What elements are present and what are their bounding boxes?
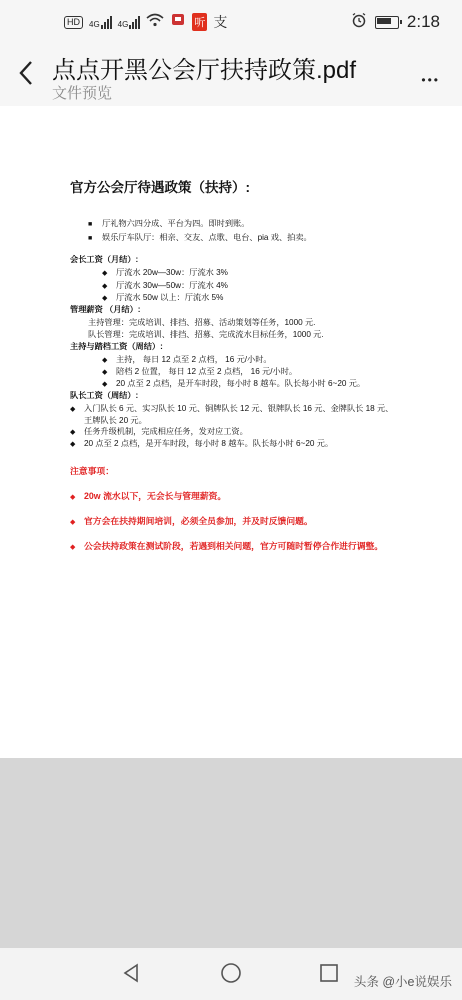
document-line bbox=[88, 317, 315, 328]
line-text: 会长工资（月结）: bbox=[70, 255, 139, 264]
wifi-icon bbox=[146, 13, 164, 32]
line-text: 主持与踏档工资（周结）: bbox=[70, 342, 163, 351]
line-text: 陪档 2 位置， 每日 12 点至 2 点档， 16 元/小时。 bbox=[116, 367, 298, 376]
app-notification-icon bbox=[170, 12, 186, 33]
document-line bbox=[70, 254, 138, 265]
note-item bbox=[70, 516, 313, 528]
document-line bbox=[102, 280, 228, 292]
diamond-bullet-icon: ◆ bbox=[70, 544, 76, 551]
back-button[interactable] bbox=[18, 60, 34, 92]
document-line bbox=[102, 267, 228, 279]
line-text: 入门队长 6 元、实习队长 10 元、铜牌队长 12 元、银牌队长 16 元、金牌队长 18 元、 bbox=[84, 404, 394, 413]
diamond-bullet-icon: ◆ bbox=[70, 406, 76, 413]
document-line bbox=[102, 354, 272, 366]
hd-badge: HD bbox=[64, 16, 83, 29]
notes-title: 注意事项： bbox=[70, 466, 114, 476]
alarm-icon bbox=[351, 12, 367, 33]
diamond-bullet-icon: ◆ bbox=[102, 295, 108, 302]
signal-icon-2: 4G bbox=[118, 16, 141, 29]
diamond-bullet-icon: ◆ bbox=[102, 283, 108, 290]
line-text: 主持管理：完成培训、排挡、招募、活动策划等任务，1000 元. bbox=[88, 318, 316, 327]
square-bullet-icon: ■ bbox=[88, 235, 93, 242]
pdf-page[interactable] bbox=[0, 106, 462, 758]
line-text: 厅流水 20w—30w：厅流水 3% bbox=[116, 268, 228, 277]
battery-icon bbox=[375, 16, 399, 29]
file-title: 点点开黑公会厅扶持政策.pdf bbox=[52, 57, 357, 84]
document-line bbox=[88, 218, 249, 230]
document-line bbox=[70, 304, 141, 315]
note-text: 20w 流水以下，无会长与管理薪资。 bbox=[84, 491, 227, 501]
line-text: 20 点至 2 点档，是开车时段，每小时 8 越车。队长每小时 6~20 元。 bbox=[84, 439, 334, 448]
diamond-bullet-icon: ◆ bbox=[70, 494, 76, 501]
line-text: 厅礼物六四分成、平台为四。即时到账。 bbox=[102, 219, 250, 228]
line-text: 队长工资（周结）: bbox=[70, 391, 139, 400]
chevron-left-icon bbox=[18, 60, 34, 86]
square-recents-icon bbox=[318, 962, 340, 984]
listen-app-icon: 听 bbox=[192, 13, 207, 31]
clock-time: 2:18 bbox=[406, 12, 440, 31]
file-subtitle: 文件预览 bbox=[52, 85, 113, 102]
diamond-bullet-icon: ◆ bbox=[102, 381, 108, 388]
document-line bbox=[70, 403, 393, 415]
document-line bbox=[70, 426, 248, 438]
document-line bbox=[102, 366, 297, 378]
document-line bbox=[70, 438, 333, 450]
diamond-bullet-icon: ◆ bbox=[70, 519, 76, 526]
document-line bbox=[70, 390, 138, 401]
watermark-text: 头条 @小e说娱乐 bbox=[353, 975, 452, 989]
document-line bbox=[102, 292, 223, 304]
diamond-bullet-icon: ◆ bbox=[70, 441, 76, 448]
diamond-bullet-icon: ◆ bbox=[102, 357, 108, 364]
document-line bbox=[88, 329, 324, 340]
nav-back-button[interactable] bbox=[120, 962, 142, 989]
diamond-bullet-icon: ◆ bbox=[70, 429, 76, 436]
triangle-back-icon bbox=[120, 962, 142, 984]
circle-home-icon bbox=[220, 962, 242, 984]
line-text: 厅流水 30w—50w：厅流水 4% bbox=[116, 281, 228, 290]
line-text: 王牌队长 20 元。 bbox=[84, 416, 147, 425]
line-text: 厅流水 50w 以上：厅流水 5% bbox=[116, 293, 224, 302]
line-text: 娱乐厅车队厅：相亲、交友、点歌、电台、pia 戏、拍卖。 bbox=[102, 233, 312, 242]
status-bar bbox=[0, 0, 462, 44]
document-line bbox=[70, 341, 163, 352]
diamond-bullet-icon: ◆ bbox=[102, 270, 108, 277]
note-item bbox=[70, 541, 383, 553]
square-bullet-icon: ■ bbox=[88, 221, 93, 228]
line-text: 管理薪资 （月结）: bbox=[70, 305, 141, 314]
document-line bbox=[88, 232, 312, 244]
signal-icon-1: 4G bbox=[89, 16, 112, 29]
document-line bbox=[102, 378, 365, 390]
alipay-icon: 支 bbox=[213, 14, 228, 30]
document-line bbox=[84, 415, 147, 426]
navigation-bar bbox=[0, 948, 462, 1000]
line-text: 20 点至 2 点档，是开车时段，每小时 8 越车。队长每小时 6~20 元。 bbox=[116, 379, 366, 388]
nav-home-button[interactable] bbox=[220, 962, 242, 989]
more-options-button[interactable] bbox=[421, 64, 440, 90]
note-text: 公会扶持政策在测试阶段，若遇到相关问题，官方可随时暂停合作进行调整。 bbox=[84, 541, 384, 551]
app-bar bbox=[0, 44, 462, 106]
line-text: 主持， 每日 12 点至 2 点档， 16 元/小时。 bbox=[116, 355, 272, 364]
note-text: 官方会在扶持期间培训，必须全员参加，并及时反馈问题。 bbox=[84, 516, 313, 526]
diamond-bullet-icon: ◆ bbox=[102, 369, 108, 376]
document-title: 官方公会厅待遇政策（扶持）: bbox=[70, 180, 250, 195]
nav-recents-button[interactable] bbox=[318, 962, 340, 989]
line-text: 队长管理：完成培训、排挡、招募、完成流水目标任务，1000 元. bbox=[88, 330, 324, 339]
line-text: 任务升级机制，完成相应任务，发对应工资。 bbox=[84, 427, 248, 436]
note-item bbox=[70, 491, 226, 503]
more-dots-icon: ••• bbox=[421, 73, 440, 87]
